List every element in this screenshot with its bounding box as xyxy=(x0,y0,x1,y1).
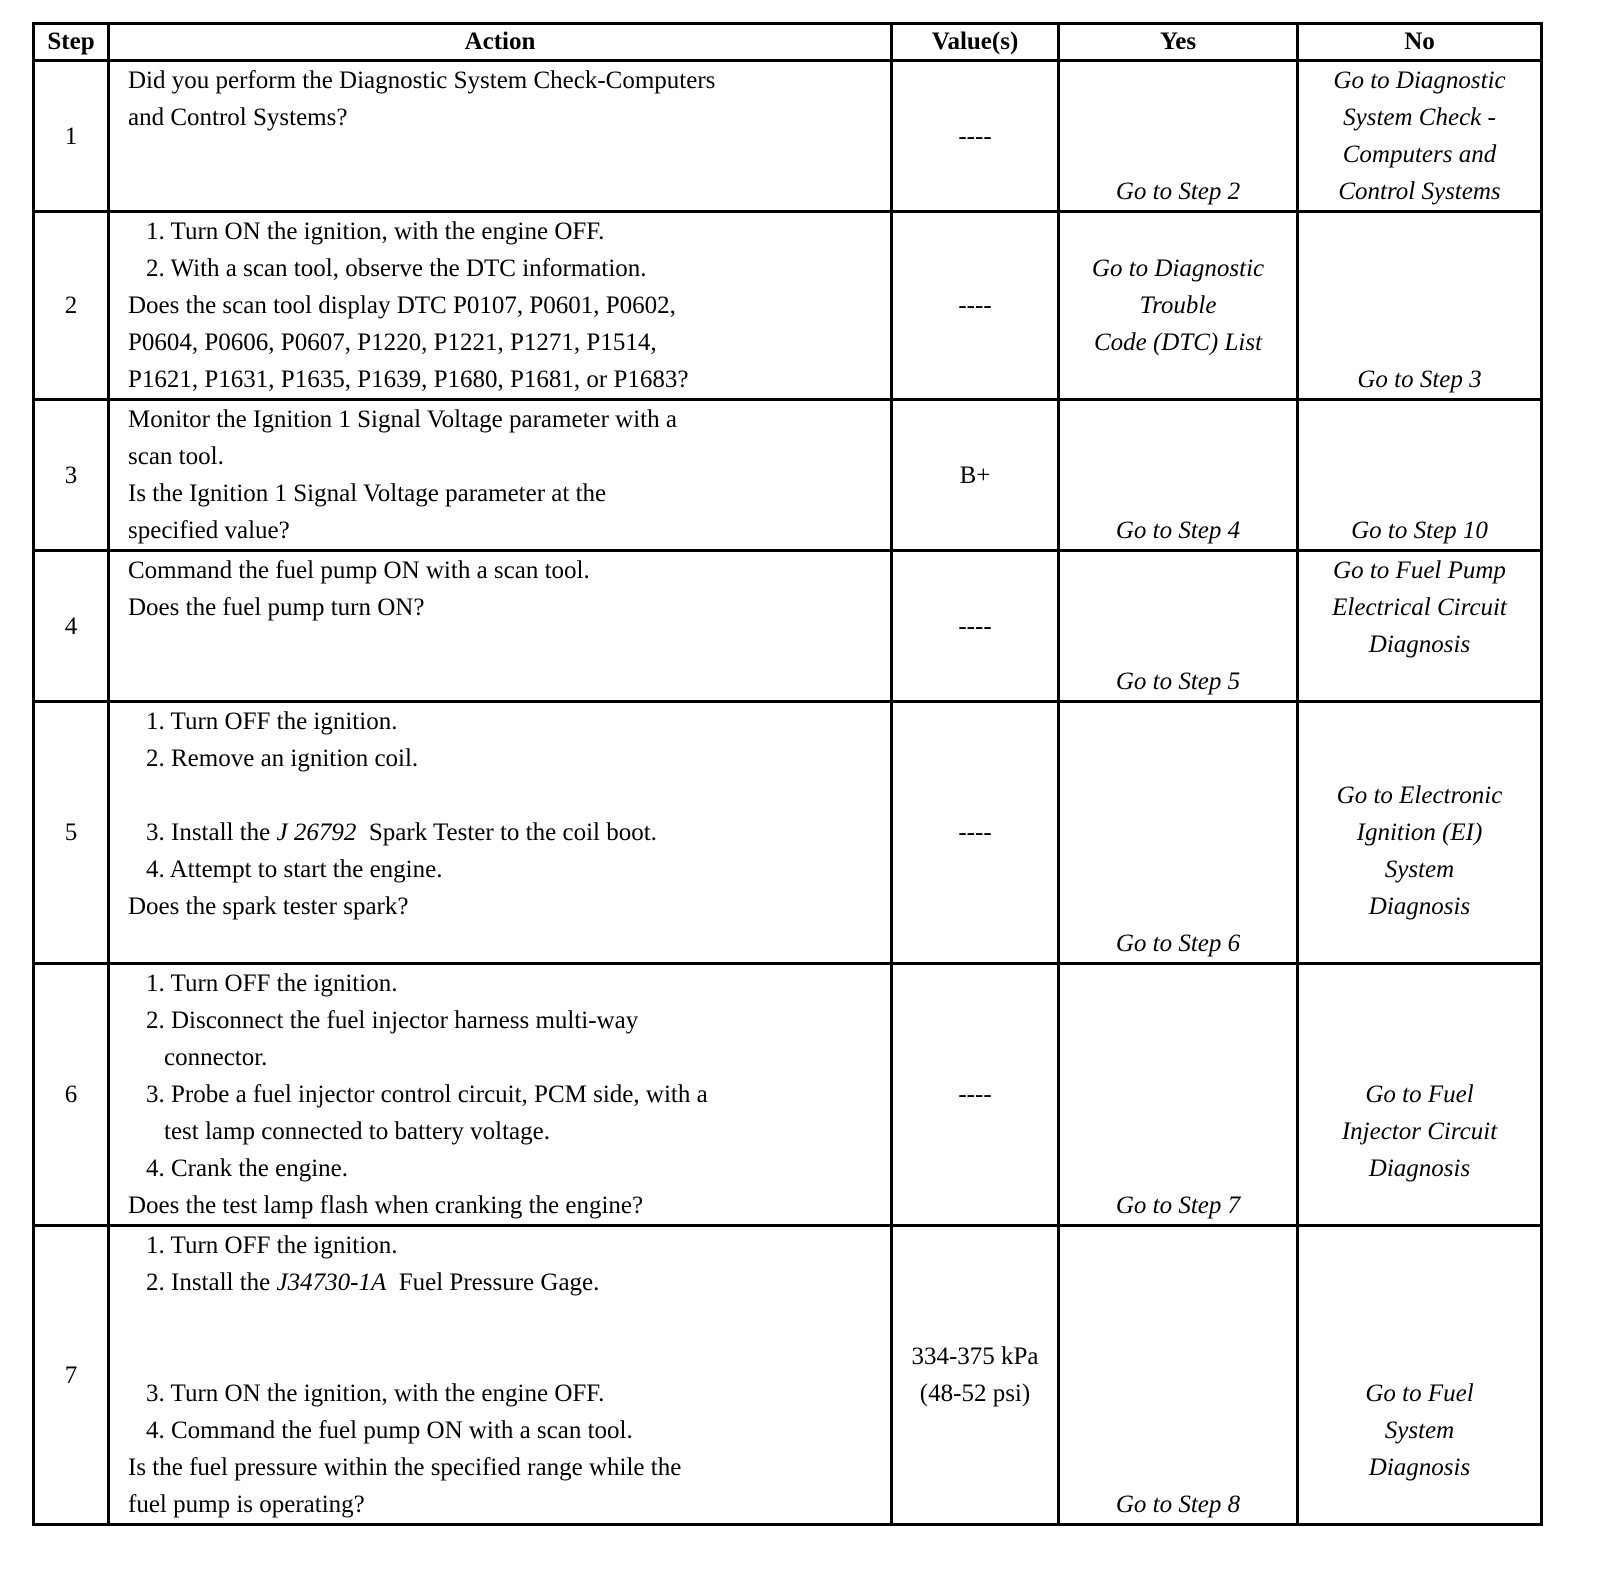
no-cell xyxy=(1298,61,1542,212)
no-action-link: Injector Circuit xyxy=(1341,1118,1498,1145)
yes-cell xyxy=(1059,964,1298,1226)
action-line xyxy=(128,324,890,361)
blank-line xyxy=(128,777,890,814)
blank-line xyxy=(1299,1039,1540,1076)
action-text: 3. Install the xyxy=(146,819,277,846)
action-line xyxy=(128,740,890,777)
action-text: Command the fuel pump ON with a scan tool. xyxy=(128,557,590,584)
action-line xyxy=(128,438,890,475)
value-cell xyxy=(892,702,1059,964)
yes-action-link: Go to Step 5 xyxy=(1115,668,1241,695)
no-cell xyxy=(1298,702,1542,964)
action-text: Does the scan tool display DTC P0107, P0601, P0602, xyxy=(128,292,676,319)
blank-line xyxy=(1299,438,1540,475)
action-line xyxy=(128,589,890,626)
action-text: scan tool. xyxy=(128,443,224,470)
action-cell xyxy=(109,964,892,1226)
table-row xyxy=(34,61,1542,212)
no-action-link: System xyxy=(1384,856,1455,883)
no-action-link: System xyxy=(1384,1417,1455,1444)
blank-line xyxy=(1060,851,1296,888)
no-action-link: Go to Fuel xyxy=(1365,1380,1474,1407)
blank-line xyxy=(1299,703,1540,740)
blank-line xyxy=(1060,888,1296,925)
blank-line xyxy=(1060,438,1296,475)
action-line xyxy=(128,1412,890,1449)
action-line xyxy=(128,1227,890,1264)
header-action: Action xyxy=(109,24,892,61)
blank-line xyxy=(1299,1338,1540,1375)
step-number: 6 xyxy=(34,964,109,1226)
action-cell xyxy=(109,1226,892,1525)
action-text: 1. Turn OFF the ignition. xyxy=(146,708,398,735)
step-number: 4 xyxy=(34,551,109,702)
yes-action-link: Code (DTC) List xyxy=(1093,329,1263,356)
yes-cell xyxy=(1059,1226,1298,1525)
blank-line xyxy=(1060,1002,1296,1039)
action-text: 2. Remove an ignition coil. xyxy=(146,745,419,772)
blank-line xyxy=(1060,552,1296,589)
value-line: ---- xyxy=(958,292,992,319)
blank-line xyxy=(128,1301,890,1338)
no-action-link: Diagnosis xyxy=(1368,631,1471,658)
action-cell xyxy=(109,551,892,702)
blank-line xyxy=(1060,62,1296,99)
value-line: ---- xyxy=(958,819,992,846)
action-line xyxy=(128,1076,890,1113)
blank-line xyxy=(1060,1412,1296,1449)
yes-cell xyxy=(1059,551,1298,702)
no-action-link: Go to Step 3 xyxy=(1357,366,1482,393)
diagnostic-table xyxy=(32,22,1543,1526)
action-line xyxy=(128,250,890,287)
no-action-link: System Check - xyxy=(1343,104,1496,131)
blank-line xyxy=(1299,1002,1540,1039)
no-action-link: Electrical Circuit xyxy=(1332,594,1507,621)
table-row xyxy=(34,702,1542,964)
action-text: Monitor the Ignition 1 Signal Voltage parameter with a xyxy=(128,406,677,433)
blank-line xyxy=(1060,1227,1296,1264)
no-action-link: Control Systems xyxy=(1338,178,1501,205)
action-line xyxy=(128,965,890,1002)
value-line: 334-375 kPa xyxy=(911,1343,1039,1370)
blank-line xyxy=(1060,1449,1296,1486)
action-text: 2. With a scan tool, observe the DTC information. xyxy=(146,255,647,282)
blank-line xyxy=(1299,965,1540,1002)
step-number: 7 xyxy=(34,1226,109,1525)
blank-line xyxy=(1299,401,1540,438)
blank-line xyxy=(1060,814,1296,851)
blank-line xyxy=(1060,1301,1296,1338)
tool-number: J 26792 xyxy=(276,819,357,846)
action-line xyxy=(128,213,890,250)
value-cell xyxy=(892,61,1059,212)
no-action-link: Diagnosis xyxy=(1368,1454,1471,1481)
no-action-link: Go to Fuel Pump xyxy=(1333,557,1506,584)
action-text: Does the fuel pump turn ON? xyxy=(128,594,425,621)
blank-line xyxy=(1060,213,1296,250)
step-number: 5 xyxy=(34,702,109,964)
step-number: 2 xyxy=(34,212,109,400)
yes-action-link: Go to Diagnostic xyxy=(1091,255,1265,282)
action-line xyxy=(128,552,890,589)
blank-line xyxy=(1060,1375,1296,1412)
table-row xyxy=(34,551,1542,702)
value-line: ---- xyxy=(958,122,992,150)
no-cell xyxy=(1298,1226,1542,1525)
yes-action-link: Go to Step 4 xyxy=(1115,517,1241,544)
no-action-link: Diagnosis xyxy=(1368,893,1471,920)
action-cell xyxy=(109,212,892,400)
header-values: Value(s) xyxy=(892,24,1059,61)
blank-line xyxy=(1060,1039,1296,1076)
yes-cell xyxy=(1059,400,1298,551)
action-line xyxy=(128,1375,890,1412)
header-step: Step xyxy=(34,24,109,61)
yes-cell xyxy=(1059,61,1298,212)
blank-line xyxy=(1060,1150,1296,1187)
action-text: 4. Crank the engine. xyxy=(146,1155,349,1182)
action-line xyxy=(128,1187,890,1224)
action-cell xyxy=(109,400,892,551)
action-text: Is the Ignition 1 Signal Voltage parameter at the xyxy=(128,480,607,507)
table-row xyxy=(34,400,1542,551)
table-row xyxy=(34,1226,1542,1525)
action-cell xyxy=(109,702,892,964)
blank-line xyxy=(1299,213,1540,250)
blank-line xyxy=(1299,1227,1540,1264)
blank-line xyxy=(1299,740,1540,777)
action-text: Is the fuel pressure within the specified range while the xyxy=(128,1454,682,1481)
action-text: Does the test lamp flash when cranking the engine? xyxy=(128,1192,644,1219)
action-line xyxy=(128,1002,890,1039)
value-cell xyxy=(892,1226,1059,1525)
no-cell xyxy=(1298,551,1542,702)
blank-line xyxy=(1299,1301,1540,1338)
action-text-suffix: Spark Tester to the coil boot. xyxy=(356,819,657,846)
action-line xyxy=(128,512,890,549)
blank-line xyxy=(1299,1264,1540,1301)
action-text: and Control Systems? xyxy=(128,104,348,131)
blank-line xyxy=(1060,703,1296,740)
blank-line xyxy=(1299,287,1540,324)
blank-line xyxy=(1060,965,1296,1002)
blank-line xyxy=(128,1338,890,1375)
value-line: ---- xyxy=(958,1081,992,1108)
action-text: 3. Turn ON the ignition, with the engine OFF. xyxy=(146,1380,605,1407)
action-text: specified value? xyxy=(128,517,290,544)
action-text: fuel pump is operating? xyxy=(128,1491,365,1518)
action-text: Did you perform the Diagnostic System Check-Computers xyxy=(128,67,716,94)
table-row xyxy=(34,212,1542,400)
blank-line xyxy=(1060,1264,1296,1301)
value-line: (48-52 psi) xyxy=(919,1380,1031,1407)
blank-line xyxy=(1060,401,1296,438)
action-text: 1. Turn OFF the ignition. xyxy=(146,1232,398,1259)
yes-action-link: Go to Step 2 xyxy=(1115,178,1241,205)
yes-action-link: Go to Step 6 xyxy=(1115,930,1241,957)
action-text: connector. xyxy=(164,1044,268,1071)
step-number: 1 xyxy=(34,61,109,212)
blank-line xyxy=(1299,250,1540,287)
no-cell xyxy=(1298,964,1542,1226)
table-row xyxy=(34,964,1542,1226)
header-row xyxy=(34,24,1542,61)
value-cell xyxy=(892,400,1059,551)
blank-line xyxy=(1060,626,1296,663)
blank-line xyxy=(1060,136,1296,173)
value-line: ---- xyxy=(958,612,992,640)
action-line xyxy=(128,401,890,438)
action-text-suffix: Fuel Pressure Gage. xyxy=(386,1269,600,1296)
action-line xyxy=(128,475,890,512)
header-no: No xyxy=(1298,24,1542,61)
no-action-link: Go to Step 10 xyxy=(1351,517,1488,544)
action-line xyxy=(128,703,890,740)
table-body xyxy=(34,61,1542,1525)
blank-line xyxy=(1060,1338,1296,1375)
action-cell xyxy=(109,61,892,212)
no-action-link: Go to Fuel xyxy=(1365,1081,1474,1108)
value-line: B+ xyxy=(959,461,991,489)
action-line xyxy=(128,1449,890,1486)
action-text: 1. Turn OFF the ignition. xyxy=(146,970,398,997)
action-line xyxy=(128,814,890,851)
blank-line xyxy=(1060,589,1296,626)
action-text: 3. Probe a fuel injector control circuit, PCM side, with a xyxy=(146,1081,708,1108)
blank-line xyxy=(1060,1076,1296,1113)
action-text: P0604, P0606, P0607, P1220, P1221, P1271, P1514, xyxy=(128,329,657,356)
no-action-link: Diagnosis xyxy=(1368,1155,1471,1182)
action-line xyxy=(128,888,890,925)
tool-number: J34730-1A xyxy=(276,1269,387,1296)
action-line xyxy=(128,851,890,888)
blank-line xyxy=(1060,777,1296,814)
action-text: 4. Command the fuel pump ON with a scan tool. xyxy=(146,1417,633,1444)
action-text: P1621, P1631, P1635, P1639, P1680, P1681, or P1683? xyxy=(128,366,689,393)
header-yes: Yes xyxy=(1059,24,1298,61)
blank-line xyxy=(1299,475,1540,512)
blank-line xyxy=(1299,324,1540,361)
yes-action-link: Go to Step 8 xyxy=(1115,1491,1241,1518)
action-text: 2. Install the xyxy=(146,1269,277,1296)
value-cell xyxy=(892,212,1059,400)
action-line xyxy=(128,62,890,99)
action-text: Does the spark tester spark? xyxy=(128,893,409,920)
blank-line xyxy=(1060,740,1296,777)
value-cell xyxy=(892,964,1059,1226)
action-line xyxy=(128,1113,890,1150)
yes-action-link: Trouble xyxy=(1139,292,1217,319)
no-action-link: Go to Diagnostic xyxy=(1333,67,1506,94)
value-cell xyxy=(892,551,1059,702)
action-line xyxy=(128,361,890,398)
action-line xyxy=(128,99,890,136)
action-line xyxy=(128,1150,890,1187)
action-text: 4. Attempt to start the engine. xyxy=(146,856,443,883)
yes-action-link: Go to Step 7 xyxy=(1115,1192,1241,1219)
no-action-link: Computers and xyxy=(1342,141,1497,168)
action-line xyxy=(128,1264,890,1301)
no-cell xyxy=(1298,212,1542,400)
no-action-link: Ignition (EI) xyxy=(1356,819,1483,846)
no-cell xyxy=(1298,400,1542,551)
action-line xyxy=(128,1486,890,1523)
step-number: 3 xyxy=(34,400,109,551)
action-text: 1. Turn ON the ignition, with the engine OFF. xyxy=(146,218,605,245)
yes-cell xyxy=(1059,212,1298,400)
blank-line xyxy=(1060,1113,1296,1150)
blank-line xyxy=(1060,475,1296,512)
action-line xyxy=(128,1039,890,1076)
blank-line xyxy=(1060,99,1296,136)
no-action-link: Go to Electronic xyxy=(1336,782,1503,809)
action-text: test lamp connected to battery voltage. xyxy=(164,1118,550,1145)
yes-cell xyxy=(1059,702,1298,964)
action-text: 2. Disconnect the fuel injector harness multi-way xyxy=(146,1007,639,1034)
action-line xyxy=(128,287,890,324)
